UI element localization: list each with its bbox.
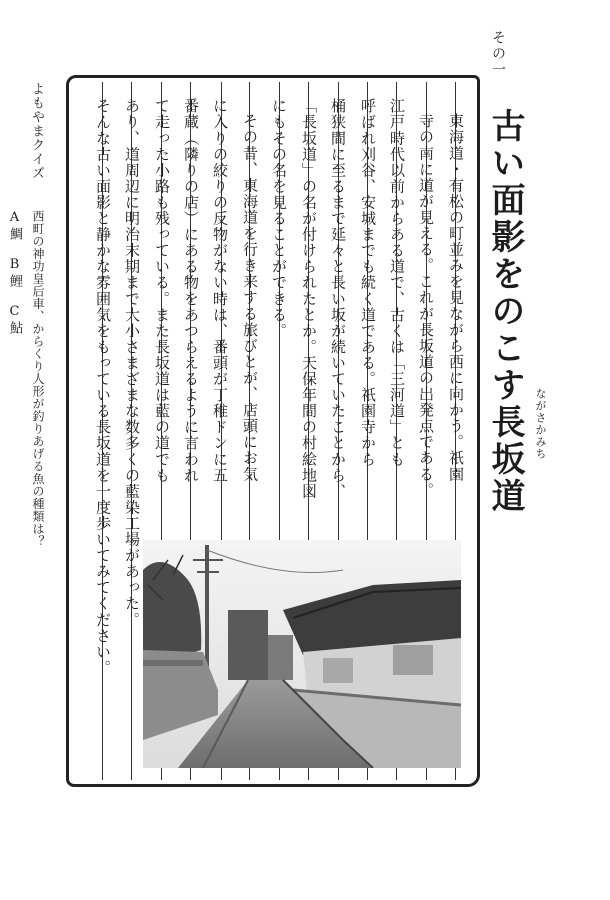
street-photo [143, 540, 461, 768]
section-label: その一 [490, 30, 506, 78]
street-photo-illustration [143, 540, 461, 768]
body-column: あり、道周辺に明治末期まで大小さまざまな数多くの藍染工場があった。 [123, 98, 141, 628]
page-title: 古い面影をのこす長坂道 [485, 108, 525, 515]
body-column: 番蔵（隣りの店）にある物をあつらえるように言われ [182, 98, 200, 484]
body-column: て走った小路も残っている。また長坂道は藍の道でも [153, 98, 171, 484]
body-column: 東海道・有松の町並みを見ながら西に向かう。祇園 [447, 113, 465, 483]
quiz-question: 西町の神功皇后車、からくり人形が釣りあげる魚の種類は？ [31, 210, 45, 548]
body-column: 寺の南に道が見える。これが長坂道の出発点である。 [417, 113, 435, 499]
body-column: そんな古い面影と静かな雰囲気をもっている長坂道を一度歩いてみてください。 [94, 98, 112, 676]
quiz-heading: よもやまクイズ [29, 82, 44, 180]
body-column: 呼ばれ刈谷、安城までも続く道である。祇園寺から [359, 98, 377, 468]
title-ruby: ながさかみち [534, 388, 547, 460]
body-column: 江戸時代以前からある道で、古くは「三河道」とも [388, 98, 406, 468]
body-column: に入りの絞りの反物がない時は、番頭が丁稚ドンに五 [211, 98, 229, 484]
body-column: にもその名を見ることができる。 [270, 98, 288, 339]
body-column: その昔、東海道を行き来する旅びとが、店頭にお気 [241, 113, 259, 483]
quiz-answers: A鯛 B鯉 C鮎 [7, 210, 22, 336]
body-column: 「長坂道」の名が付けられたとか。天保年間の村絵地図 [300, 98, 318, 500]
body-column: 桶狭間に至るまで延々と長い坂が続いていたことから、 [329, 98, 347, 500]
